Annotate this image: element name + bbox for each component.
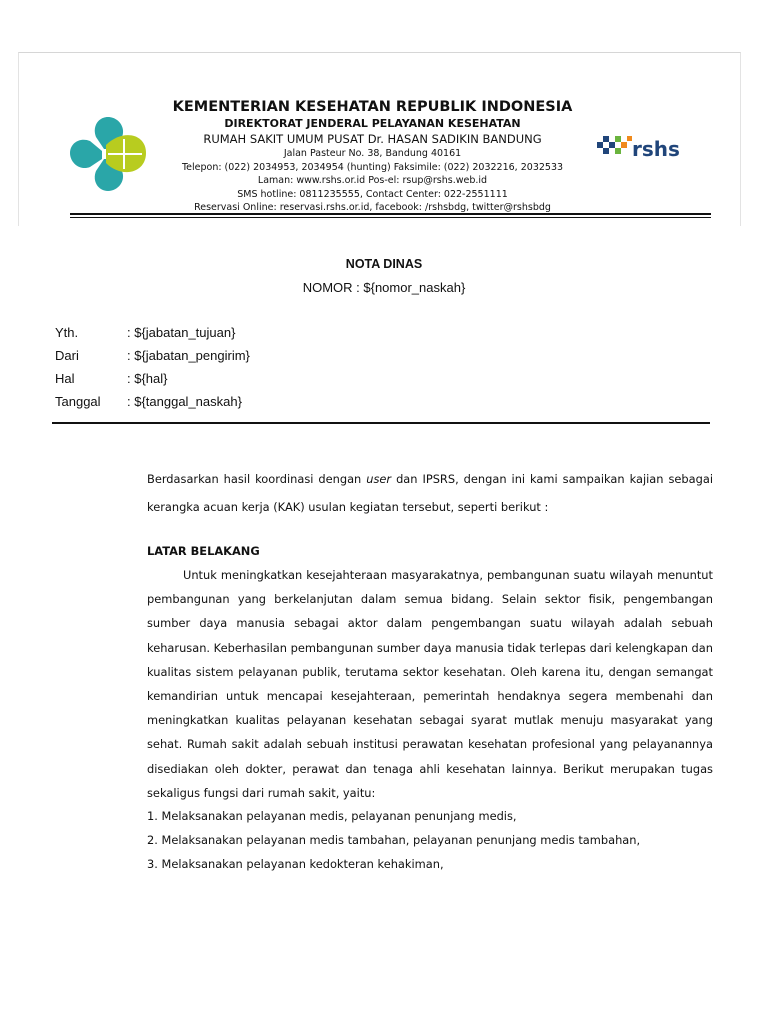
list-item: 1. Melaksanakan pelayanan medis, pelayanan penunjang medis, [147, 809, 517, 824]
letterhead-rule-thick [70, 213, 711, 215]
hospital-name: RUMAH SAKIT UMUM PUSAT Dr. HASAN SADIKIN BANDUNG [203, 132, 542, 146]
hospital-sms: SMS hotline: 0811235555, Contact Center: 022-2551111 [237, 188, 508, 200]
intro-paragraph [147, 465, 713, 521]
intro-text: dan IPSRS, dengan ini kami sampaikan kajian sebagai kerangka acuan kerja (KAK) usulan kegiatan tersebut, seperti berikut : [147, 472, 713, 514]
meta-label: Dari [55, 348, 79, 363]
memo-body [147, 465, 713, 876]
hospital-reservation: Reservasi Online: reservasi.rshs.or.id, facebook: /rshsbdg, twitter@rshsbdg [194, 202, 551, 213]
section-title: LATAR BELAKANG [147, 544, 260, 558]
rshs-logo-icon [596, 132, 696, 162]
hospital-web: Laman: www.rshs.or.id Pos-el: rsup@rshs.web.id [257, 175, 488, 186]
letterhead-text [150, 98, 595, 215]
meta-value: : ${jabatan_pengirim} [127, 348, 250, 363]
hospital-phone: Telepon: (022) 2034953, 2034954 (hunting) Faksimile: (022) 2032216, 2032533 [181, 161, 564, 173]
intro-italic: user [366, 472, 392, 486]
background-paragraph: Untuk meningkatkan kesejahteraan masyarakatnya, pembangunan suatu wilayah menuntut pembangunan yang berkelanjutan dalam semua bidang. Selain sektor fisik, pengembangan sumber daya manusia sebagai aktor dalam pengembangan suatu wilayah adalah sebuah keharusan. Keberhasilan pembangunan sumber daya manusia tidak terlepas dari kelengkapan dan kualitas sistem pelayanan publik, terutama sektor kesehatan. Oleh karena itu, dengan semangat kemandirian untuk mencapai kesejahteraan, pemerintah hendaknya segera membenahi dan meningkatkan kualitas pelayanan kesehatan sebagai syarat mutlak menuju masyarakat yang sehat. Rumah sakit adalah sebuah institusi perawatan kesehatan profesional yang pelayanannya disediakan oleh dokter, perawat dan tenaga ahli kesehatan lainnya. Berikut merupakan tugas sekaligus fungsi dari rumah sakit, yaitu: [147, 568, 713, 800]
kemenkes-logo-icon [68, 115, 148, 193]
list-item: 2. Melaksanakan pelayanan medis tambahan, pelayanan penunjang medis tambahan, [147, 832, 641, 847]
meta-label: Yth. [55, 325, 79, 340]
hospital-address: Jalan Pasteur No. 38, Bandung 40161 [283, 148, 462, 159]
meta-label: Tanggal [55, 394, 101, 409]
rshs-logo-text: rshs [632, 137, 680, 161]
meta-label: Hal [55, 371, 75, 386]
document-title: NOTA DINAS [345, 257, 423, 271]
meta-divider [52, 422, 710, 424]
document-number: NOMOR : ${nomor_naskah} [302, 280, 466, 295]
meta-value: : ${jabatan_tujuan} [127, 325, 236, 340]
list-item: 3. Melaksanakan pelayanan kedokteran kehakiman, [147, 856, 444, 871]
directorate-name: DIREKTORAT JENDERAL PELAYANAN KESEHATAN [224, 117, 521, 130]
meta-value: : ${hal} [127, 371, 168, 386]
intro-text: Berdasarkan hasil koordinasi dengan [147, 472, 367, 486]
meta-value: : ${tanggal_naskah} [127, 394, 242, 409]
letterhead-rule-thin [70, 217, 711, 218]
ministry-name: KEMENTERIAN KESEHATAN REPUBLIK INDONESIA [172, 99, 573, 115]
